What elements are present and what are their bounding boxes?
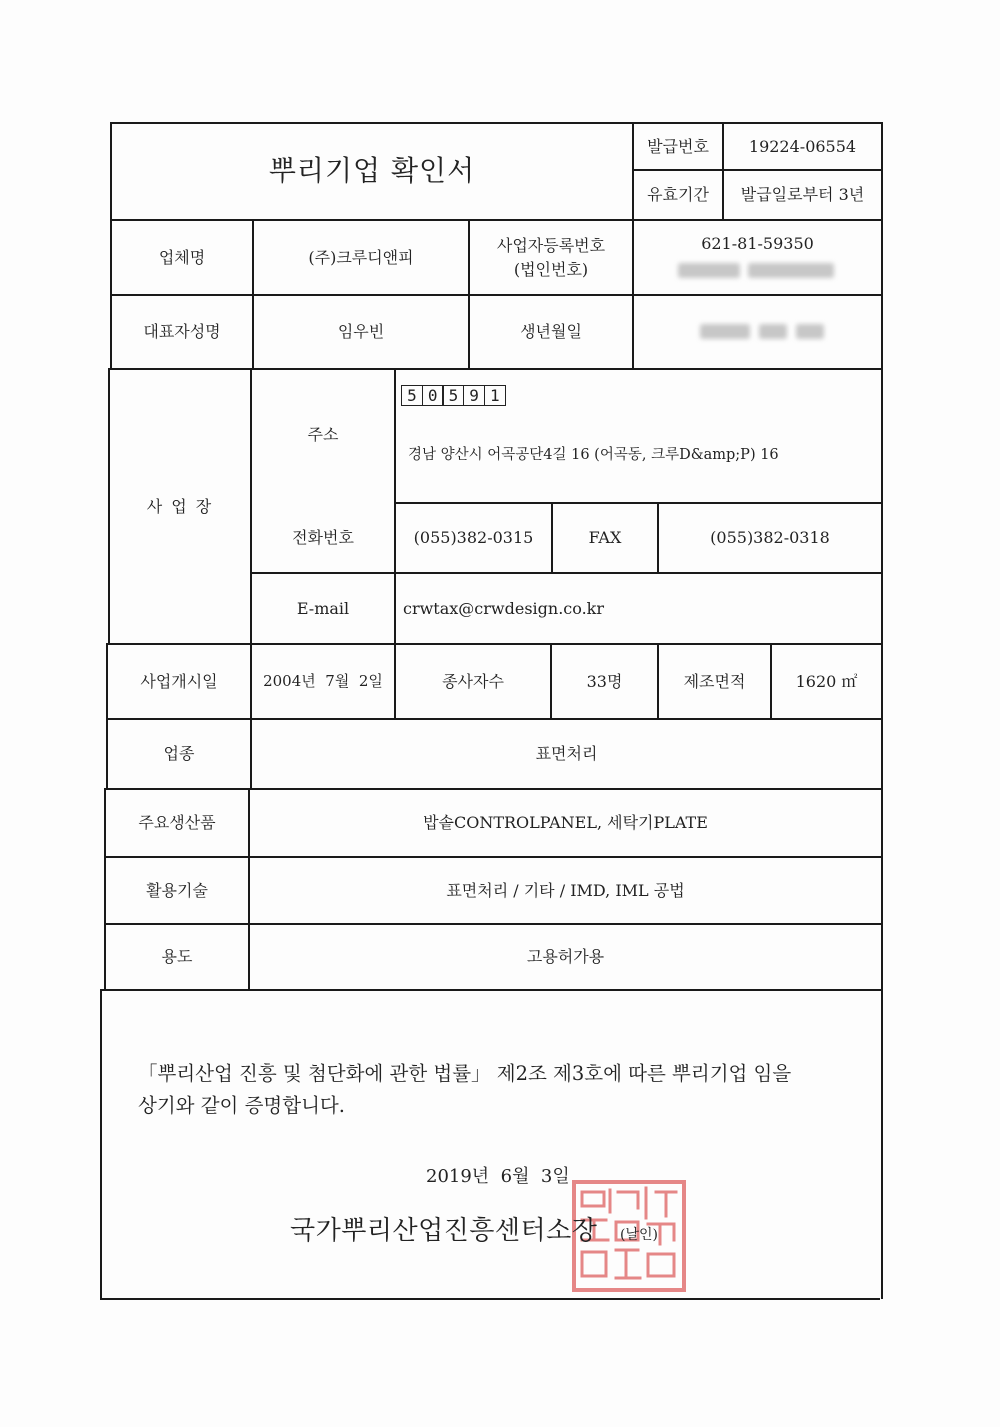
business-registration-number: 621-81-59350 [701,234,814,254]
redacted-birth-date [700,324,830,340]
birth-date-label: 생년월일 [520,322,582,342]
border-right [881,122,883,1299]
start-date-label: 사업개시일 [140,671,218,691]
main-products-label: 주요생산품 [138,813,216,833]
fax-label: FAX [588,528,622,548]
employees-count: 33명 [586,671,623,691]
zipcode-boxes [401,385,505,406]
representative-label: 대표자성명 [143,322,221,342]
manufacturing-area-label: 제조면적 [683,671,746,691]
phone-label: 전화번호 [292,528,354,548]
fax-number: (055)382-0318 [710,528,830,548]
usage-label: 용도 [161,947,193,967]
zipcode-digit: 5 [442,385,464,406]
certification-statement-line2: 상기와 같이 증명합니다. [138,1094,345,1117]
zipcode-digit: 0 [422,385,444,406]
issue-number: 19224-06554 [748,136,857,156]
document-title: 뿌리기업 확인서 [268,154,476,188]
border-left [100,989,102,1299]
divider [102,989,881,991]
zipcode-digit: 5 [401,385,423,406]
main-products-value: 밥솥CONTROLPANEL, 세탁기PLATE [423,813,708,833]
address-label: 주소 [307,425,339,445]
zipcode-digit: 1 [484,385,506,406]
manufacturing-area: 1620 ㎡ [795,671,858,691]
phone-number: (055)382-0315 [413,528,534,548]
business-registration-cell [634,221,881,294]
issue-number-label: 발급번호 [647,136,709,156]
validity-period: 발급일로부터 3년 [740,185,865,205]
email-address: crwtax@crwdesign.co.kr [403,598,605,618]
representative-name: 임우빈 [337,322,385,342]
business-registration-label: 사업자등록번호 (법인번호) [496,236,606,279]
certification-statement-line1: 「뿌리산업 진흥 및 첨단화에 관한 법률」 제2조 제3호에 따른 뿌리기업 임을 [138,1062,792,1085]
company-name-label: 업체명 [158,247,206,267]
technology-value: 표면처리 / 기타 / IMD, IML 공법 [446,880,685,900]
start-date: 2004년 7월 2일 [263,671,383,690]
validity-label: 유효기간 [647,185,709,205]
company-name: (주)크루디앤피 [308,247,414,267]
email-label: E-mail [296,598,350,618]
issuer-name: 국가뿌리산업진흥센터소장 [290,1216,598,1246]
seal-note: (날인) [620,1227,658,1243]
zipcode-digit: 9 [463,385,485,406]
issue-date: 2019년 6월 3일 [426,1166,570,1187]
industry-label: 업종 [163,744,195,764]
employees-label: 종사자수 [442,671,504,691]
usage-value: 고용허가용 [526,947,605,967]
address-value: 경남 양산시 어곡공단4길 16 (어곡동, 크루D&amp;P) 16 [408,447,779,463]
workplace-section-label: 사 업 장 [146,496,214,516]
border-bottom [100,1298,880,1300]
redacted-corporate-number [678,263,838,279]
industry-value: 표면처리 [535,744,598,764]
technology-label: 활용기술 [146,880,208,900]
